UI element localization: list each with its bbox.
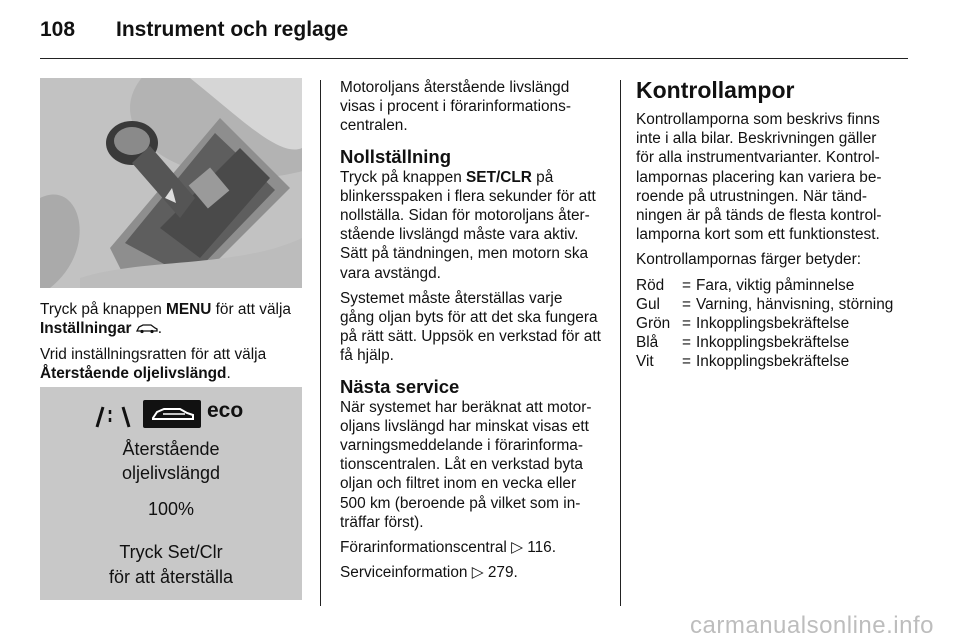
text: 500 km (beroende på vilket som in- bbox=[340, 494, 581, 512]
text: centralen. bbox=[340, 117, 408, 135]
text: blinkersspaken i flera sekunder för att bbox=[340, 187, 596, 205]
equals: = bbox=[682, 276, 691, 294]
color-name: Gul bbox=[636, 295, 660, 313]
stalk-photo bbox=[40, 78, 302, 288]
column-divider-2 bbox=[620, 80, 621, 606]
color-meaning: Inkopplingsbekräftelse bbox=[696, 353, 850, 371]
column-divider-1 bbox=[320, 80, 321, 606]
column-3 bbox=[636, 76, 926, 372]
text: stående livslängd måste vara aktiv. bbox=[340, 226, 579, 244]
table-row bbox=[636, 276, 893, 295]
text: . bbox=[226, 364, 231, 382]
text: på rätt sätt. Uppsök en verkstad för att bbox=[340, 328, 601, 346]
text: tionscentralen. Låt en verkstad byta bbox=[340, 456, 583, 474]
text: Kontrollamporna som beskrivs finns bbox=[636, 111, 880, 128]
equals: = bbox=[682, 315, 691, 333]
car-settings-tab bbox=[143, 400, 201, 428]
column-1 bbox=[40, 300, 310, 389]
text: nollställa. Sidan för motoroljans åter- bbox=[340, 207, 590, 225]
text: Sätt på tändningen, men motorn ska bbox=[340, 245, 589, 263]
color-meaning-table bbox=[636, 276, 893, 372]
color-meaning: Varning, hänvisning, störning bbox=[696, 295, 894, 313]
text: visas i procent i förarinformations- bbox=[340, 98, 571, 116]
paragraph-next-service bbox=[340, 398, 615, 532]
text: roende på utrustningen. När tänd- bbox=[636, 187, 868, 205]
color-name: Blå bbox=[636, 334, 659, 352]
color-name: Röd bbox=[636, 276, 665, 294]
text: inte i alla bilar. Beskrivningen gäller bbox=[636, 130, 877, 148]
color-name: Vit bbox=[636, 353, 654, 371]
paragraph-reset bbox=[340, 168, 615, 283]
equals: = bbox=[682, 334, 691, 352]
page-ref: 116. bbox=[527, 539, 557, 557]
page-ref-arrow-icon: ▷ bbox=[471, 564, 484, 582]
paragraph-lamps bbox=[636, 110, 926, 244]
stalk-illustration bbox=[40, 78, 302, 288]
oil-life-keyword: Återstående oljelivslängd bbox=[40, 364, 227, 382]
color-meaning: Inkopplingsbekräftelse bbox=[696, 315, 850, 333]
settings-keyword: Inställningar bbox=[40, 320, 132, 338]
color-meaning: Fara, viktig påminnelse bbox=[696, 276, 855, 294]
text: för alla instrumentvarianter. Kontrol- bbox=[636, 149, 880, 167]
table-row bbox=[636, 314, 893, 333]
display-line-2: oljelivslängd bbox=[121, 463, 221, 483]
header-rule bbox=[40, 58, 908, 59]
text: träffar först). bbox=[340, 513, 424, 531]
paragraph-oil-life bbox=[340, 78, 615, 136]
text: . bbox=[157, 320, 163, 338]
text: Tryck på knappen bbox=[40, 301, 167, 318]
display-percent: 100% bbox=[147, 499, 195, 519]
text: oljans livslängd har minskat visas ett bbox=[340, 417, 589, 435]
text: När systemet har beräknat att motor- bbox=[340, 398, 592, 416]
display-line-3: Tryck Set/Clr bbox=[119, 542, 223, 562]
text: Vrid inställningsratten för att välja bbox=[40, 345, 267, 363]
road-icon bbox=[88, 401, 138, 431]
display-line-4: för att återställa bbox=[108, 567, 234, 587]
paragraph-select bbox=[40, 345, 310, 383]
heading-reset: Nollställning bbox=[340, 145, 451, 167]
text: för att välja bbox=[211, 301, 291, 318]
text: gång oljan byts för att det ska fungera bbox=[340, 309, 598, 327]
page-number: 108 bbox=[40, 18, 76, 41]
car-icon bbox=[136, 320, 158, 339]
page-ref: 279. bbox=[487, 564, 518, 582]
page-header bbox=[40, 18, 348, 42]
text: vara avstängd. bbox=[340, 264, 441, 282]
table-row bbox=[636, 352, 893, 371]
text: lamporna kort som ett funktionstest. bbox=[636, 226, 880, 244]
text: varningsmeddelande i förarinforma- bbox=[340, 437, 583, 455]
text: Tryck på knappen bbox=[340, 168, 467, 186]
display-line-1: Återstående bbox=[122, 439, 220, 459]
text: Motoroljans återstående livslängd bbox=[340, 79, 570, 96]
setclr-keyword: SET/CLR bbox=[466, 168, 532, 186]
paragraph-colors-intro: Kontrollampornas färger betyder: bbox=[636, 251, 861, 269]
paragraph-system-reset bbox=[340, 289, 615, 366]
car-icon bbox=[143, 400, 201, 428]
heading-indicator-lamps: Kontrollampor bbox=[636, 77, 795, 103]
page-ref-arrow-icon: ▷ bbox=[511, 539, 523, 557]
equals: = bbox=[682, 295, 691, 313]
reference-driver-info[interactable] bbox=[340, 538, 615, 557]
text: Systemet måste återställas varje bbox=[340, 289, 563, 307]
table-row bbox=[636, 333, 893, 352]
paragraph-menu bbox=[40, 300, 310, 339]
heading-next-service: Nästa service bbox=[340, 375, 460, 397]
text: på bbox=[531, 168, 554, 186]
watermark: carmanualsonline.info bbox=[690, 612, 934, 639]
text: oljan och filtret inom en vecka eller bbox=[340, 475, 577, 493]
text: lampornas placering kan variera be- bbox=[636, 168, 882, 186]
color-name: Grön bbox=[636, 315, 671, 333]
text: få hjälp. bbox=[340, 347, 394, 365]
text: Serviceinformation bbox=[340, 564, 468, 582]
text: ningen är på tänds de flesta kontrol- bbox=[636, 207, 882, 225]
color-meaning: Inkopplingsbekräftelse bbox=[696, 334, 850, 352]
eco-tab: eco bbox=[207, 399, 244, 422]
page-title: Instrument och reglage bbox=[116, 18, 349, 41]
text: Förarinformationscentral bbox=[340, 539, 507, 557]
table-row bbox=[636, 295, 893, 314]
info-display bbox=[40, 387, 302, 600]
reference-service-info[interactable] bbox=[340, 563, 615, 582]
column-2 bbox=[340, 78, 615, 588]
menu-keyword: MENU bbox=[166, 301, 212, 318]
equals: = bbox=[682, 353, 691, 371]
